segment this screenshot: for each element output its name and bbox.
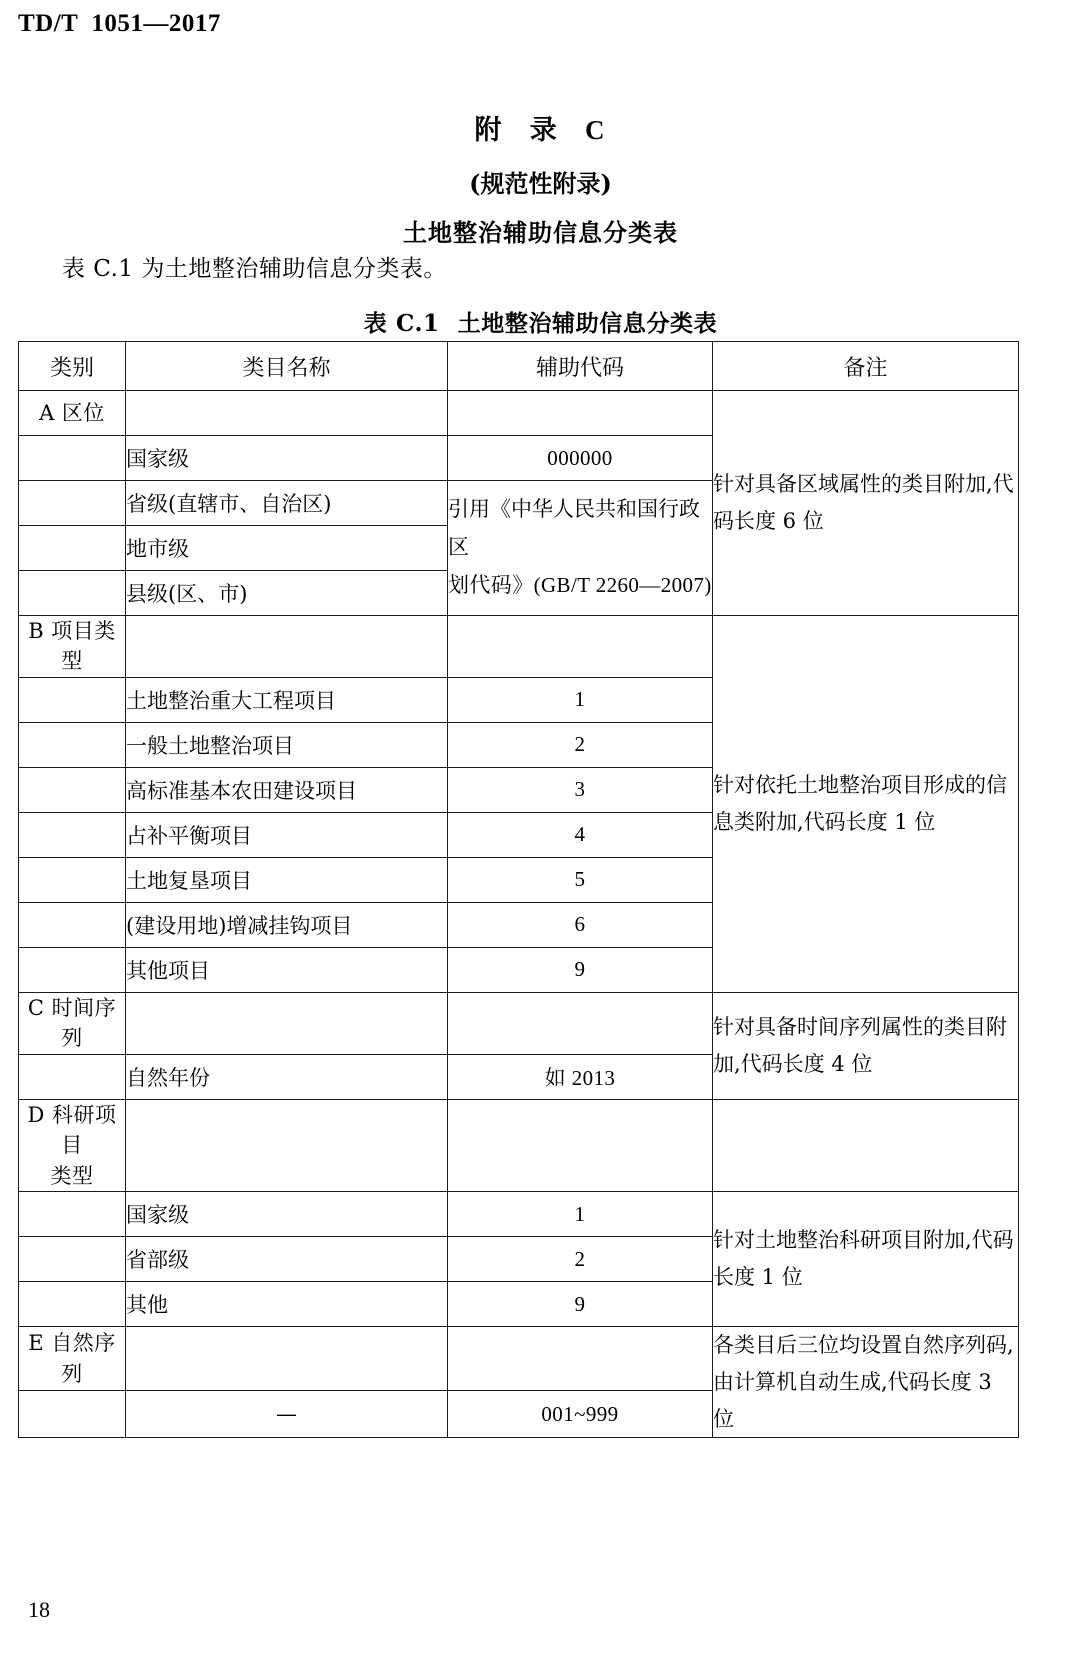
code-cell-admin-code-reference (448, 481, 713, 616)
admin-code-ref-line1: 引用《中华人民共和国行政区 (448, 497, 700, 560)
lead-paragraph: 表 C.1 为土地整治辅助信息分类表。 (62, 256, 447, 282)
category-cell-blank (19, 481, 126, 526)
category-cell-b: B 项目类型 (19, 616, 126, 678)
code-cell-2: 2 (448, 722, 713, 767)
annex-kind: (规范性附录) (469, 169, 612, 198)
code-cell-empty (448, 616, 713, 678)
category-cell-d (19, 1099, 126, 1191)
name-cell-empty (126, 992, 448, 1054)
category-cell-blank (19, 1391, 126, 1438)
classification-table-wrapper (18, 341, 1018, 1438)
category-cell-blank (19, 722, 126, 767)
table-row (19, 992, 1019, 1054)
table-row (19, 1192, 1019, 1237)
code-cell-3: 3 (448, 767, 713, 812)
annex-name: 土地整治辅助信息分类表 (403, 218, 678, 247)
name-cell-increase-decrease-link: (建设用地)增减挂钩项目 (126, 902, 448, 947)
note-cell-a: 针对具备区域属性的类目附加,代码长度 6 位 (713, 391, 1019, 616)
code-cell-d-2: 2 (448, 1237, 713, 1282)
category-cell-blank (19, 526, 126, 571)
code-cell-4: 4 (448, 812, 713, 857)
note-cell-e: 各类目后三位均设置自然序列码,由计算机自动生成,代码长度 3 位 (713, 1327, 1019, 1438)
category-cell-blank (19, 1237, 126, 1282)
category-cell-a: A 区位 (19, 391, 126, 436)
column-header-code: 辅助代码 (448, 342, 713, 391)
category-cell-blank (19, 436, 126, 481)
category-cell-blank (19, 857, 126, 902)
category-d-line1: D 科研项目 (27, 1102, 117, 1158)
name-cell-land-reclamation: 土地复垦项目 (126, 857, 448, 902)
name-cell-county-level: 县级(区、市) (126, 571, 448, 616)
category-cell-blank (19, 677, 126, 722)
name-cell-high-standard-farmland: 高标准基本农田建设项目 (126, 767, 448, 812)
name-cell-empty (126, 391, 448, 436)
category-cell-blank (19, 571, 126, 616)
name-cell-dash: — (126, 1391, 448, 1438)
name-cell-provincial-ministerial: 省部级 (126, 1237, 448, 1282)
category-cell-c: C 时间序列 (19, 992, 126, 1054)
code-cell-year-example: 如 2013 (448, 1054, 713, 1099)
code-cell-empty (448, 992, 713, 1054)
table-header-row (19, 342, 1019, 391)
category-cell-blank (19, 812, 126, 857)
category-cell-blank (19, 1282, 126, 1327)
annex-heading-block (0, 108, 1081, 248)
code-cell-serial-range: 001~999 (448, 1391, 713, 1438)
note-cell-b: 针对依托土地整治项目形成的信息类附加,代码长度 1 位 (713, 616, 1019, 993)
note-cell-d-blank (713, 1099, 1019, 1191)
table-row (19, 616, 1019, 678)
name-cell-empty (126, 616, 448, 678)
classification-table (18, 341, 1019, 1438)
name-cell-national-level-d: 国家级 (126, 1192, 448, 1237)
table-row (19, 391, 1019, 436)
category-cell-blank (19, 1192, 126, 1237)
page-number: 18 (28, 1597, 50, 1622)
name-cell-province-level: 省级(直辖市、自治区) (126, 481, 448, 526)
column-header-category: 类别 (19, 342, 126, 391)
annex-title: 附 录 C (474, 115, 607, 145)
name-cell-other-project: 其他项目 (126, 947, 448, 992)
table-caption-label: 表 C.1 (363, 310, 440, 337)
column-header-name: 类目名称 (126, 342, 448, 391)
table-row (19, 1099, 1019, 1191)
name-cell-other-d: 其他 (126, 1282, 448, 1327)
code-cell-d-9: 9 (448, 1282, 713, 1327)
name-cell-city-level: 地市级 (126, 526, 448, 571)
standard-number-header: TD/T 1051—2017 (18, 10, 221, 37)
code-cell-1: 1 (448, 677, 713, 722)
category-cell-blank (19, 947, 126, 992)
category-cell-blank (19, 1054, 126, 1099)
column-header-note: 备注 (713, 342, 1019, 391)
code-cell-9: 9 (448, 947, 713, 992)
category-cell-blank (19, 767, 126, 812)
category-cell-blank (19, 902, 126, 947)
table-caption (0, 305, 1081, 338)
code-cell-5: 5 (448, 857, 713, 902)
code-cell-d-1: 1 (448, 1192, 713, 1237)
name-cell-national-level-a: 国家级 (126, 436, 448, 481)
admin-code-ref-line2: 划代码》(GB/T 2260—2007) (448, 572, 712, 597)
name-cell-empty (126, 1327, 448, 1391)
table-row (19, 1327, 1019, 1391)
note-cell-c: 针对具备时间序列属性的类目附加,代码长度 4 位 (713, 992, 1019, 1099)
name-cell-occupation-balance: 占补平衡项目 (126, 812, 448, 857)
name-cell-empty (126, 1099, 448, 1191)
category-d-line2: 类型 (50, 1163, 94, 1188)
note-cell-d: 针对土地整治科研项目附加,代码长度 1 位 (713, 1192, 1019, 1327)
category-cell-e: E 自然序列 (19, 1327, 126, 1391)
code-cell-empty (448, 1099, 713, 1191)
name-cell-natural-year: 自然年份 (126, 1054, 448, 1099)
code-cell-6: 6 (448, 902, 713, 947)
code-cell-empty (448, 391, 713, 436)
name-cell-general-project: 一般土地整治项目 (126, 722, 448, 767)
table-caption-title: 土地整治辅助信息分类表 (457, 310, 718, 337)
code-cell-national: 000000 (448, 436, 713, 481)
name-cell-major-project: 土地整治重大工程项目 (126, 677, 448, 722)
code-cell-empty (448, 1327, 713, 1391)
